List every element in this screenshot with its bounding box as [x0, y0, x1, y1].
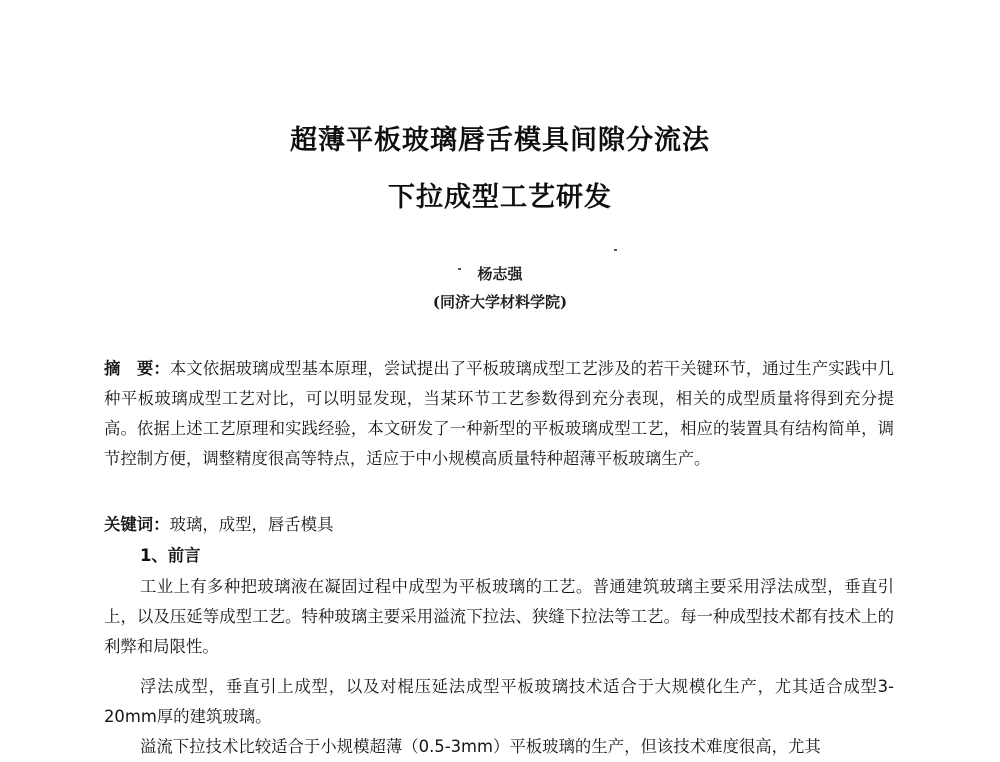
author-name: 杨志强 — [477, 265, 523, 283]
paper-title-line-1: 超薄平板玻璃唇舌模具间隙分流法 — [290, 125, 710, 156]
abstract-label: 摘 要： — [104, 359, 170, 378]
abstract-text: 本文依据玻璃成型基本原理，尝试提出了平板玻璃成型工艺涉及的若干关键环节，通过生产实践中几种平板玻璃成型工艺对比，可以明显发现，当某环节工艺参数得到充分表现，相关的成型质量将得到充分提高。依据上述工艺原理和实践经验，本文研发了一种新型的平板玻璃成型工艺，相应的装置具有结构简单，调节控制方便，调整精度很高等特点，适应于中小规模高质量特种超薄平板玻璃生产。 — [104, 359, 895, 468]
scan-speck — [614, 249, 617, 251]
keywords — [104, 510, 894, 540]
abstract — [104, 354, 894, 474]
keywords-text: 玻璃，成型，唇舌模具 — [169, 515, 334, 534]
paragraph-1: 工业上有多种把玻璃液在凝固过程中成型为平板玻璃的工艺。普通建筑玻璃主要采用浮法成型，垂直引上，以及压延等成型工艺。特种玻璃主要采用溢流下拉法、狭缝下拉法等工艺。每一种成型技术都有技术上的利弊和局限性。 — [104, 577, 894, 656]
section-heading-introduction: 1、前言 — [140, 546, 201, 565]
paper-title-line-2: 下拉成型工艺研发 — [388, 182, 612, 213]
paragraph-2: 浮法成型，垂直引上成型，以及对棍压延法成型平板玻璃技术适合于大规模化生产，尤其适合成型3-20mm厚的建筑玻璃。 — [104, 677, 894, 726]
author-affiliation: (同济大学材料学院) — [432, 293, 568, 311]
paragraph-3: 溢流下拉技术比较适合于小规模超薄（0.5-3mm）平板玻璃的生产，但该技术难度很高，尤其 — [140, 737, 821, 756]
keywords-label: 关键词： — [104, 515, 170, 534]
